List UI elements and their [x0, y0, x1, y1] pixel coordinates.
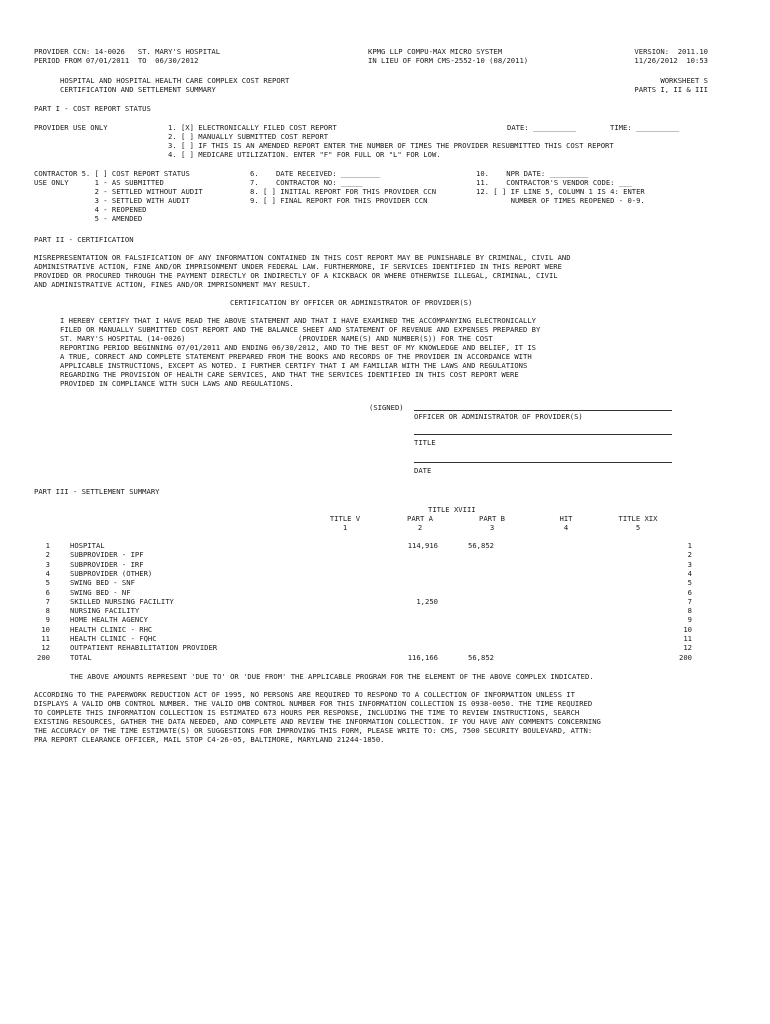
table-row-number: 200 [37, 652, 50, 662]
reopened-item-cont: NUMBER OF TIMES REOPENED - 0-9. [476, 196, 645, 205]
contractor-status-line: 3 - SETTLED WITH AUDIT [34, 196, 190, 205]
initial-report-item: 8. [ ] INITIAL REPORT FOR THIS PROVIDER CCN [250, 187, 437, 196]
officer-label: OFFICER OR ADMINISTRATOR OF PROVIDER(S) [414, 412, 583, 421]
status-item-1: 1. [X] ELECTRONICALLY FILED COST REPORT [168, 123, 337, 132]
table-row-label: HEALTH CLINIC - RHC [70, 624, 153, 634]
column-number: 1 [342, 523, 348, 532]
npr-date-field: 10. NPR DATE: _________ [476, 169, 589, 178]
provider-use-only-label: PROVIDER USE ONLY [34, 123, 108, 132]
table-row-number: 2 [687, 550, 692, 560]
status-item-2: 2. [ ] MANUALLY SUBMITTED COST REPORT [168, 132, 329, 141]
column-number: 5 [635, 523, 641, 532]
date-line [414, 462, 672, 463]
header-version: VERSION: 2011.10 [634, 47, 708, 56]
table-cell: 114,916 [407, 541, 438, 550]
table-row-number: 200 [679, 652, 692, 662]
signed-label: (SIGNED) [369, 403, 404, 412]
contractor-status-line: USE ONLY 1 - AS SUBMITTED [34, 178, 164, 187]
certification-line: PROVIDED IN COMPLIANCE WITH SUCH LAWS AND REGULATIONS. [60, 379, 294, 388]
report-subtitle: CERTIFICATION AND SETTLEMENT SUMMARY [60, 85, 216, 94]
table-row-label: OUTPATIENT REHABILITATION PROVIDER [70, 643, 218, 653]
table-row-number: 2 [45, 550, 50, 560]
part1-heading: PART I - COST REPORT STATUS [34, 104, 151, 113]
parts-label: PARTS I, II & III [634, 85, 708, 94]
column-header-part-b: PART B [479, 514, 505, 523]
table-row-number: 11 [41, 634, 50, 643]
table-cell: 1,250 [416, 596, 438, 606]
report-title: HOSPITAL AND HOSPITAL HEALTH CARE COMPLEX COST REPORT [60, 76, 290, 85]
certification-line: APPLICABLE INSTRUCTIONS, EXCEPT AS NOTED. I FURTHER CERTIFY THAT I AM FAMILIAR WITH THE LAWS AND REGULATIONS [60, 361, 528, 370]
contractor-no-field: 7. CONTRACTOR NO: _____ [250, 178, 363, 187]
table-cell: 56,852 [468, 652, 494, 662]
table-row-label: HOSPITAL [70, 541, 105, 550]
certification-heading: CERTIFICATION BY OFFICER OR ADMINISTRATOR OF PROVIDER(S) [230, 298, 473, 307]
paperwork-line: THE ACCURACY OF THE TIME ESTIMATE(S) OR SUGGESTIONS FOR IMPROVING THIS FORM, PLEASE WRITE TO: CMS, 7500 SECURITY BOULEVARD, ATTN: [34, 726, 593, 735]
table-row-label: SWING BED - NF [70, 587, 131, 597]
paperwork-line: EXISTING RESOURCES, GATHER THE DATA NEEDED, AND COMPLETE AND REVIEW THE INFORMATION COLLECTION. IF YOU HAVE ANY COMMENTS CONCERNING [34, 717, 601, 726]
header-timestamp: 11/26/2012 10:53 [634, 56, 708, 65]
worksheet-label: WORKSHEET S [660, 76, 708, 85]
column-header-title-v: TITLE V [329, 514, 361, 523]
table-row-number: 10 [683, 624, 692, 634]
signature-line [414, 410, 672, 411]
table-row-number: 1 [687, 541, 692, 550]
table-row-number: 7 [45, 596, 50, 606]
contractor-status-line: 5 - AMENDED [34, 214, 143, 223]
status-item-3: 3. [ ] IF THIS IS AN AMENDED REPORT ENTER THE NUMBER OF TIMES THE PROVIDER RESUBMITTED THIS COST REPORT [168, 141, 614, 150]
table-cell: 116,166 [407, 652, 438, 662]
table-row-number: 9 [45, 615, 50, 625]
column-number: 3 [489, 523, 495, 532]
table-row-number: 4 [687, 568, 692, 578]
column-header-part-a: PART A [407, 514, 433, 523]
vendor-code-field: 11. CONTRACTOR'S VENDOR CODE: ___ [476, 178, 632, 187]
table-row-number: 7 [687, 596, 692, 606]
final-report-item: 9. [ ] FINAL REPORT FOR THIS PROVIDER CCN [250, 196, 428, 205]
warning-line: AND ADMINISTRATIVE ACTION, FINES AND/OR IMPRISONMENT MAY RESULT. [34, 280, 311, 289]
contractor-status-line: CONTRACTOR 5. [ ] COST REPORT STATUS [34, 169, 190, 178]
table-row-number: 12 [683, 643, 692, 653]
amounts-footnote: THE ABOVE AMOUNTS REPRESENT 'DUE TO' OR 'DUE FROM' THE APPLICABLE PROGRAM FOR THE ELEMENT OF THE ABOVE COMPLEX INDICATED. [70, 672, 594, 681]
table-row-number: 5 [687, 578, 692, 588]
table-row-label: NURSING FACILITY [70, 606, 140, 616]
title-line [414, 434, 672, 435]
table-row-number: 1 [45, 541, 50, 550]
column-header-hit: HIT [559, 514, 573, 523]
table-row-number: 6 [45, 587, 50, 597]
certification-line: ST. MARY'S HOSPITAL (14-0026) (PROVIDER NAME(S) AND NUMBER(S)) FOR THE COST [60, 334, 493, 343]
reopened-item: 12. [ ] IF LINE 5, COLUMN 1 IS 4: ENTER [476, 187, 645, 196]
table-row-label: SUBPROVIDER - IPF [70, 550, 144, 560]
contractor-status-line: 2 - SETTLED WITHOUT AUDIT [34, 187, 203, 196]
header-system-line: KPMG LLP COMPU-MAX MICRO SYSTEM [368, 47, 503, 56]
status-item-4: 4. [ ] MEDICARE UTILIZATION. ENTER "F" FOR FULL OR "L" FOR LOW. [168, 150, 441, 159]
table-cell: 56,852 [468, 541, 494, 550]
certification-line: REGARDING THE PROVISION OF HEALTH CARE SERVICES, AND THAT THE SERVICES IDENTIFIED IN THIS COST REPORT WERE [60, 370, 519, 379]
certification-line: FILED OR MANUALLY SUBMITTED COST REPORT AND THE BALANCE SHEET AND STATEMENT OF REVENUE AND EXPENSES PREPARED BY [60, 325, 541, 334]
table-row-number: 10 [41, 624, 50, 634]
table-row-number: 4 [45, 568, 50, 578]
paperwork-line: PRA REPORT CLEARANCE OFFICER, MAIL STOP C4-26-05, BALTIMORE, MARYLAND 21244-1850. [34, 735, 385, 744]
table-row-number: 9 [687, 615, 692, 625]
warning-line: MISREPRESENTATION OR FALSIFICATION OF ANY INFORMATION CONTAINED IN THIS COST REPORT MAY BE PUNISHABLE BY CRIMINAL, CIVIL AND [34, 253, 571, 262]
table-row-number: 8 [687, 606, 692, 616]
certification-line: I HEREBY CERTIFY THAT I HAVE READ THE ABOVE STATEMENT AND THAT I HAVE EXAMINED THE ACCOMPANYING ELECTRONICALLY [60, 316, 536, 325]
paperwork-line: DISPLAYS A VALID OMB CONTROL NUMBER. THE VALID OMB CONTROL NUMBER FOR THIS INFORMATION COLLECTION IS 0938-0050. THE TIME REQUIRED [34, 699, 593, 708]
title-label: TITLE [414, 438, 436, 447]
header-period-line: PERIOD FROM 07/01/2011 TO 06/30/2012 [34, 56, 199, 65]
column-number: 4 [563, 523, 569, 532]
table-row-number: 5 [45, 578, 50, 588]
header-provider-line: PROVIDER CCN: 14-0026 ST. MARY'S HOSPITAL [34, 47, 221, 56]
table-row-label: TOTAL [70, 652, 92, 662]
warning-line: PROVIDED OR PROCURED THROUGH THE PAYMENT DIRECTLY OR INDIRECTLY OF A KICKBACK OR WHERE OTHERWISE ILLEGAL, CRIMINAL, CIVIL [34, 271, 558, 280]
part2-heading: PART II - CERTIFICATION [34, 235, 134, 244]
header-form-line: IN LIEU OF FORM CMS-2552-10 (08/2011) [368, 56, 529, 65]
table-row-label: SWING BED - SNF [70, 578, 135, 588]
certification-line: A TRUE, CORRECT AND COMPLETE STATEMENT PREPARED FROM THE BOOKS AND RECORDS OF THE PROVIDER IN ACCORDANCE WITH [60, 352, 532, 361]
column-header-title-xix: TITLE XIX [618, 514, 658, 523]
paperwork-line: ACCORDING TO THE PAPERWORK REDUCTION ACT OF 1995, NO PERSONS ARE REQUIRED TO RESPOND TO A COLLECTION OF INFORMATION UNLESS IT [34, 690, 575, 699]
table-row-number: 3 [45, 559, 50, 569]
part3-heading: PART III - SETTLEMENT SUMMARY [34, 487, 160, 496]
table-row-number: 12 [41, 643, 50, 653]
table-row-label: SUBPROVIDER (OTHER) [70, 568, 153, 578]
date-label: DATE [414, 466, 432, 475]
table-row-number: 6 [687, 587, 692, 597]
table-row-number: 3 [687, 559, 692, 569]
table-row-label: HOME HEALTH AGENCY [70, 615, 148, 625]
table-row-number: 11 [683, 634, 692, 643]
time-field: TIME: __________ [610, 123, 680, 132]
date-received-field: 6. DATE RECEIVED: _________ [250, 169, 380, 178]
table-row-label: HEALTH CLINIC - FQHC [70, 634, 157, 643]
column-number: 2 [417, 523, 423, 532]
date-field: DATE: __________ [507, 123, 577, 132]
table-row-number: 8 [45, 606, 50, 616]
title-xviii-header: TITLE XVIII [428, 505, 476, 514]
table-row-label: SKILLED NURSING FACILITY [70, 596, 174, 606]
table-row-label: SUBPROVIDER - IRF [70, 559, 144, 569]
warning-line: ADMINISTRATIVE ACTION, FINE AND/OR IMPRISONMENT UNDER FEDERAL LAW. FURTHERMORE, IF SERVICES IDENTIFIED IN THIS REPORT WERE [34, 262, 562, 271]
contractor-status-line: 4 - REOPENED [34, 205, 147, 214]
certification-line: REPORTING PERIOD BEGINNING 07/01/2011 AND ENDING 06/30/2012, AND TO THE BEST OF MY KNOWLEDGE AND BELIEF, IT IS [60, 343, 536, 352]
paperwork-line: TO COMPLETE THIS INFORMATION COLLECTION IS ESTIMATED 673 HOURS PER RESPONSE, INCLUDING THE TIME TO REVIEW INSTRUCTIONS, SEARCH [34, 708, 580, 717]
